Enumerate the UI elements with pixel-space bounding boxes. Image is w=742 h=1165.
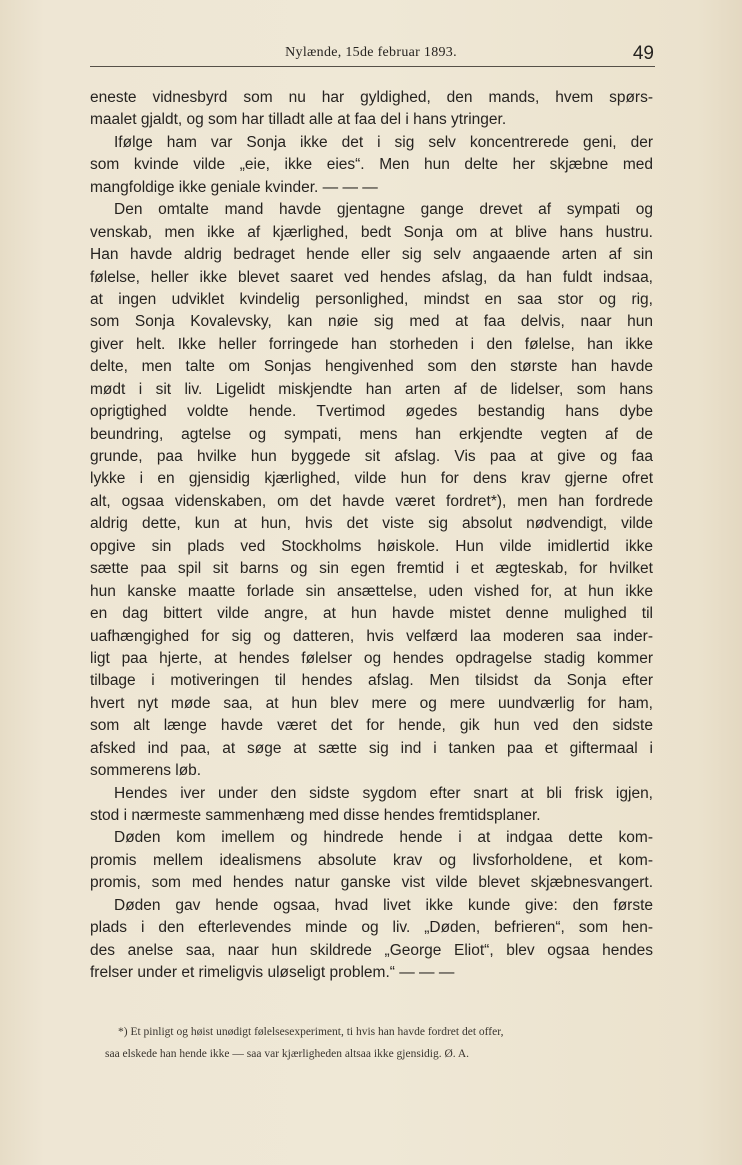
text-line: mangfoldige ikke geniale kvinder. — — —: [90, 178, 378, 196]
text-line: som Sonja Kovalevsky, kan nøie sig med at faa delvis, naar hun: [90, 313, 653, 331]
footnote: [90, 1021, 653, 1065]
text-line: alt, ogsaa videnskaben, om det havde været fordret*), men han fordrede: [90, 492, 653, 510]
text-line: stod i nærmeste sammenhæng med disse hendes fremtidsplaner.: [90, 807, 541, 824]
footnote-line: *) Et pinligt og høist unødigt følelsesexperiment, ti hvis han havde fordret det offer,: [118, 1026, 504, 1038]
text-line: giver helt. Ikke heller forringede han storheden i den følelse, han ikke: [90, 335, 653, 353]
footnote-line: saa elskede han hende ikke — saa var kjærligheden altsaa ikke gjensidig. Ø. A.: [105, 1048, 470, 1060]
body-text: [90, 87, 653, 985]
text-line: mødt i sit liv. Ligelidt miskjendte han arten af de lidelser, som hans: [90, 380, 653, 398]
text-line: lykke i en gjensidig kjærlighed, vilde hun for dens krav gjerne ofret: [90, 470, 653, 488]
text-line: venskab, men ikke af kjærlighed, bedt Sonja om at blive hans hustru.: [90, 223, 653, 241]
text-line: som kvinde vilde „eie, ikke eies“. Men hun delte her skjæbne med: [90, 156, 653, 174]
text-line: plads i den efterlevendes minde og liv. „Døden, befrieren“, som hen-: [90, 919, 653, 937]
text-line: delte, men talte om Sonjas hengivenhed som den største han havde: [90, 358, 653, 376]
text-line: frelser under et rimeligvis uløseligt problem.“ — — —: [90, 964, 455, 982]
text-line: hun kanske maatte forlade sin ansættelse, uden vished for, at hun ikke: [90, 582, 653, 600]
page-number: 49: [632, 43, 654, 64]
text-line: Han havde aldrig bedraget hende eller sig selv angaaende arten af sin: [90, 246, 653, 264]
text-line: maalet gjaldt, og som har tilladt alle at faa del i hans ytringer.: [90, 111, 507, 129]
text-line: Hendes iver under den sidste sygdom efter snart at bli frisk igjen,: [114, 784, 653, 802]
text-line: sætte paa spil sit barns og sin egen fremtid i et ægteskab, for hvilket: [90, 560, 653, 578]
text-line: afsked ind paa, at søge at sætte sig ind i tanken paa et giftermaal i: [90, 739, 653, 757]
text-line: følelse, heller ikke blevet saaret ved hendes afslag, da han fuldt indsaa,: [90, 268, 653, 286]
text-line: en dag bittert vilde angre, at hun havde mistet denne mulighed til: [90, 605, 653, 623]
text-line: tilbage i motiveringen til hendes afslag. Men tilsidst da Sonja efter: [90, 672, 653, 690]
text-line: hvert nyt møde saa, at hun blev mere og mere uundværlig for ham,: [90, 694, 653, 712]
text-line: eneste vidnesbyrd som nu har gyldighed, den mands, hvem spørs-: [90, 89, 653, 106]
text-line: oprigtighed voldte hende. Tvertimod øgedes bestandig hans dybe: [90, 403, 653, 421]
text-line: Døden gav hende ogsaa, hvad livet ikke kunde give: den første: [114, 896, 653, 914]
text-line: Den omtalte mand havde gjentagne gange drevet af sympati og: [114, 201, 653, 219]
text-line: Døden kom imellem og hindrede hende i at indgaa dette kom-: [114, 829, 653, 847]
text-line: promis, som med hendes natur ganske vist vilde blevet skjæbnesvangert.: [90, 874, 653, 892]
text-line: opgive sin plads ved Stockholms høiskole. Hun vilde imidlertid ikke: [90, 537, 653, 555]
text-line: som alt længe havde været det for hende, gik hun ved den sidste: [90, 717, 653, 735]
text-line: des anelse saa, naar hun skildrede „George Eliot“, blev ogsaa hendes: [90, 941, 653, 959]
header-rule: [90, 66, 655, 67]
text-line: ligt paa hjerte, at hendes følelser og hendes opdragelse stadig kommer: [90, 649, 653, 667]
text-line: beundring, agtelse og sympati, mens han erkjendte vegten af de: [90, 425, 653, 443]
text-line: sommerens løb.: [90, 762, 202, 780]
text-line: grunde, paa hvilke hun byggede sit afslag. Vis paa at give og faa: [90, 448, 653, 465]
text-line: aldrig dette, kun at hun, hvis det viste sig absolut nødvendigt, vilde: [90, 515, 653, 533]
text-line: Ifølge ham var Sonja ikke det i sig selv koncentrerede geni, der: [114, 133, 653, 151]
running-head: [0, 45, 742, 67]
text-line: at ingen udviklet kvindelig personlighed, mindst en saa stor og rig,: [90, 290, 653, 308]
text-line: uafhængighed for sig og datteren, hvis velfærd laa moderen saa inder-: [90, 627, 653, 645]
text-line: promis mellem idealismens absolute krav og livsforholdene, et kom-: [90, 851, 653, 869]
running-title: Nylænde, 15de februar 1893.: [285, 45, 457, 60]
